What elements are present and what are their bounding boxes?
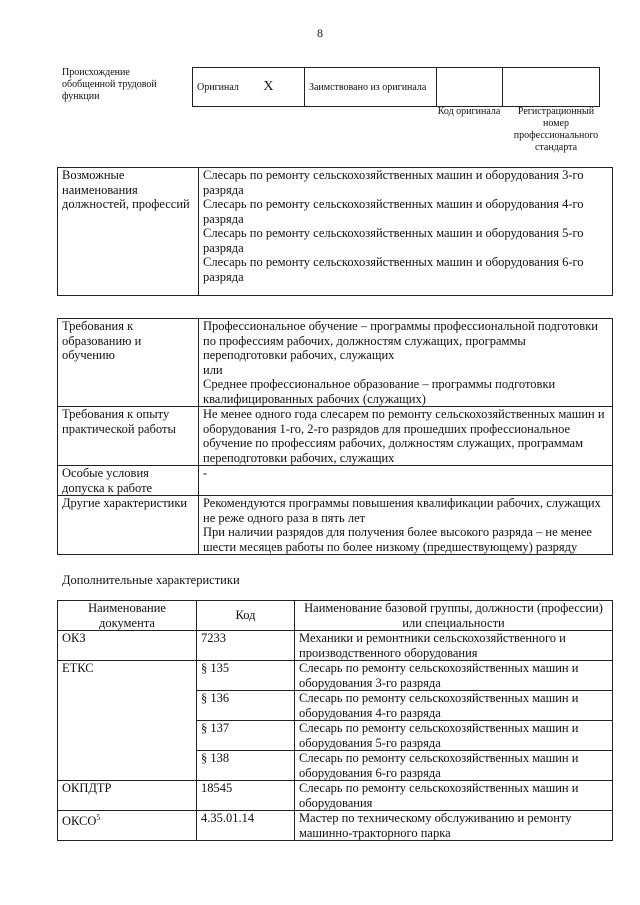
position-item: Слесарь по ремонту сельскохозяйственных машин и оборудования 5-го разряда: [203, 226, 584, 255]
positions-table: [57, 167, 613, 296]
origin-label: Происхождение обобщенной трудовой функции: [62, 67, 157, 102]
row-code: § 137: [197, 721, 295, 751]
table-row: [58, 811, 613, 841]
code-original-caption: Код оригинала: [437, 106, 501, 117]
header-code: Код: [197, 601, 295, 631]
row-name: Слесарь по ремонту сельскохозяйственных машин и оборудования 5-го разряда: [295, 721, 613, 751]
table-row: [58, 631, 613, 661]
req-education-text: Профессиональное обучение – программы профессиональной подготовки по профессиям рабочих, должностям служащих, программы переподготовки рабочих, служащих: [203, 319, 598, 362]
footnote-mark: 5: [96, 813, 101, 822]
position-item: Слесарь по ремонту сельскохозяйственных машин и оборудования 3-го разряда: [203, 168, 584, 197]
header-name: Наименование базовой группы, должности (профессии) или специальности: [295, 601, 613, 631]
req-other-label: Другие характеристики: [58, 496, 199, 555]
req-other-text: При наличии разрядов для получения более высокого разряда – не менее шести месяцев работы по более низкому (предшествующему) разряду: [203, 525, 592, 554]
row-code: 7233: [197, 631, 295, 661]
req-special-label: Особые условия допуска к работе: [58, 466, 199, 496]
borrowed-cell: Заимствовано из оригинала: [304, 68, 436, 107]
row-code: 4.35.01.14: [197, 811, 295, 841]
row-doc-text: ОКСО: [62, 814, 97, 829]
requirements-table: [57, 318, 613, 555]
req-special-text: -: [199, 466, 613, 496]
row-doc: ЕТКС: [58, 661, 197, 781]
code-original-cell: [436, 68, 502, 107]
row-name: Механики и ремонтники сельскохозяйственного и производственного оборудования: [295, 631, 613, 661]
req-experience-label: Требования к опыту практической работы: [58, 407, 199, 466]
req-other-text: Рекомендуются программы повышения квалификации рабочих, служащих не реже одного раза в пять лет: [203, 496, 601, 525]
additional-title: Дополнительные характеристики: [62, 573, 240, 587]
row-name: Слесарь по ремонту сельскохозяйственных машин и оборудования 4-го разряда: [295, 691, 613, 721]
additional-table: [57, 600, 613, 841]
row-code: § 138: [197, 751, 295, 781]
reg-number-caption: Регистрационный номер профессионального стандарта: [513, 106, 599, 153]
origin-table: [192, 67, 600, 107]
row-code: § 135: [197, 661, 295, 691]
row-name: Слесарь по ремонту сельскохозяйственных машин и оборудования: [295, 781, 613, 811]
req-education-or: или: [203, 362, 223, 377]
original-label: Оригинал: [197, 82, 239, 93]
positions-label: Возможные наименования должностей, профессий: [58, 168, 199, 296]
row-doc: ОКЗ: [58, 631, 197, 661]
header-document: Наименование документа: [58, 601, 197, 631]
row-name: Слесарь по ремонту сельскохозяйственных машин и оборудования 3-го разряда: [295, 661, 613, 691]
page-number: 8: [317, 26, 323, 40]
row-code: 18545: [197, 781, 295, 811]
row-doc: [58, 811, 197, 841]
position-item: Слесарь по ремонту сельскохозяйственных машин и оборудования 6-го разряда: [203, 255, 584, 284]
req-education-label: Требования к образованию и обучению: [58, 319, 199, 407]
req-education-text: Среднее профессиональное образование – программы подготовки квалифицированных рабочих (служащих): [203, 377, 556, 406]
row-name: Слесарь по ремонту сельскохозяйственных машин и оборудования 6-го разряда: [295, 751, 613, 781]
row-name: Мастер по техническому обслуживанию и ремонту машинно-тракторного парка: [295, 811, 613, 841]
table-row: [58, 661, 613, 691]
row-doc: ОКПДТР: [58, 781, 197, 811]
reg-number-cell: [502, 68, 599, 107]
req-experience-text: Не менее одного года слесарем по ремонту сельскохозяйственных машин и оборудования 1-го, 2-го разрядов для прошедших профессиональное обучение по профессиям рабочих, должностям служащих, программам переподготовки рабочих, служащих: [199, 407, 613, 466]
row-code: § 136: [197, 691, 295, 721]
original-mark: X: [263, 79, 274, 94]
position-item: Слесарь по ремонту сельскохозяйственных машин и оборудования 4-го разряда: [203, 197, 584, 226]
table-row: [58, 781, 613, 811]
original-cell: [193, 68, 291, 107]
